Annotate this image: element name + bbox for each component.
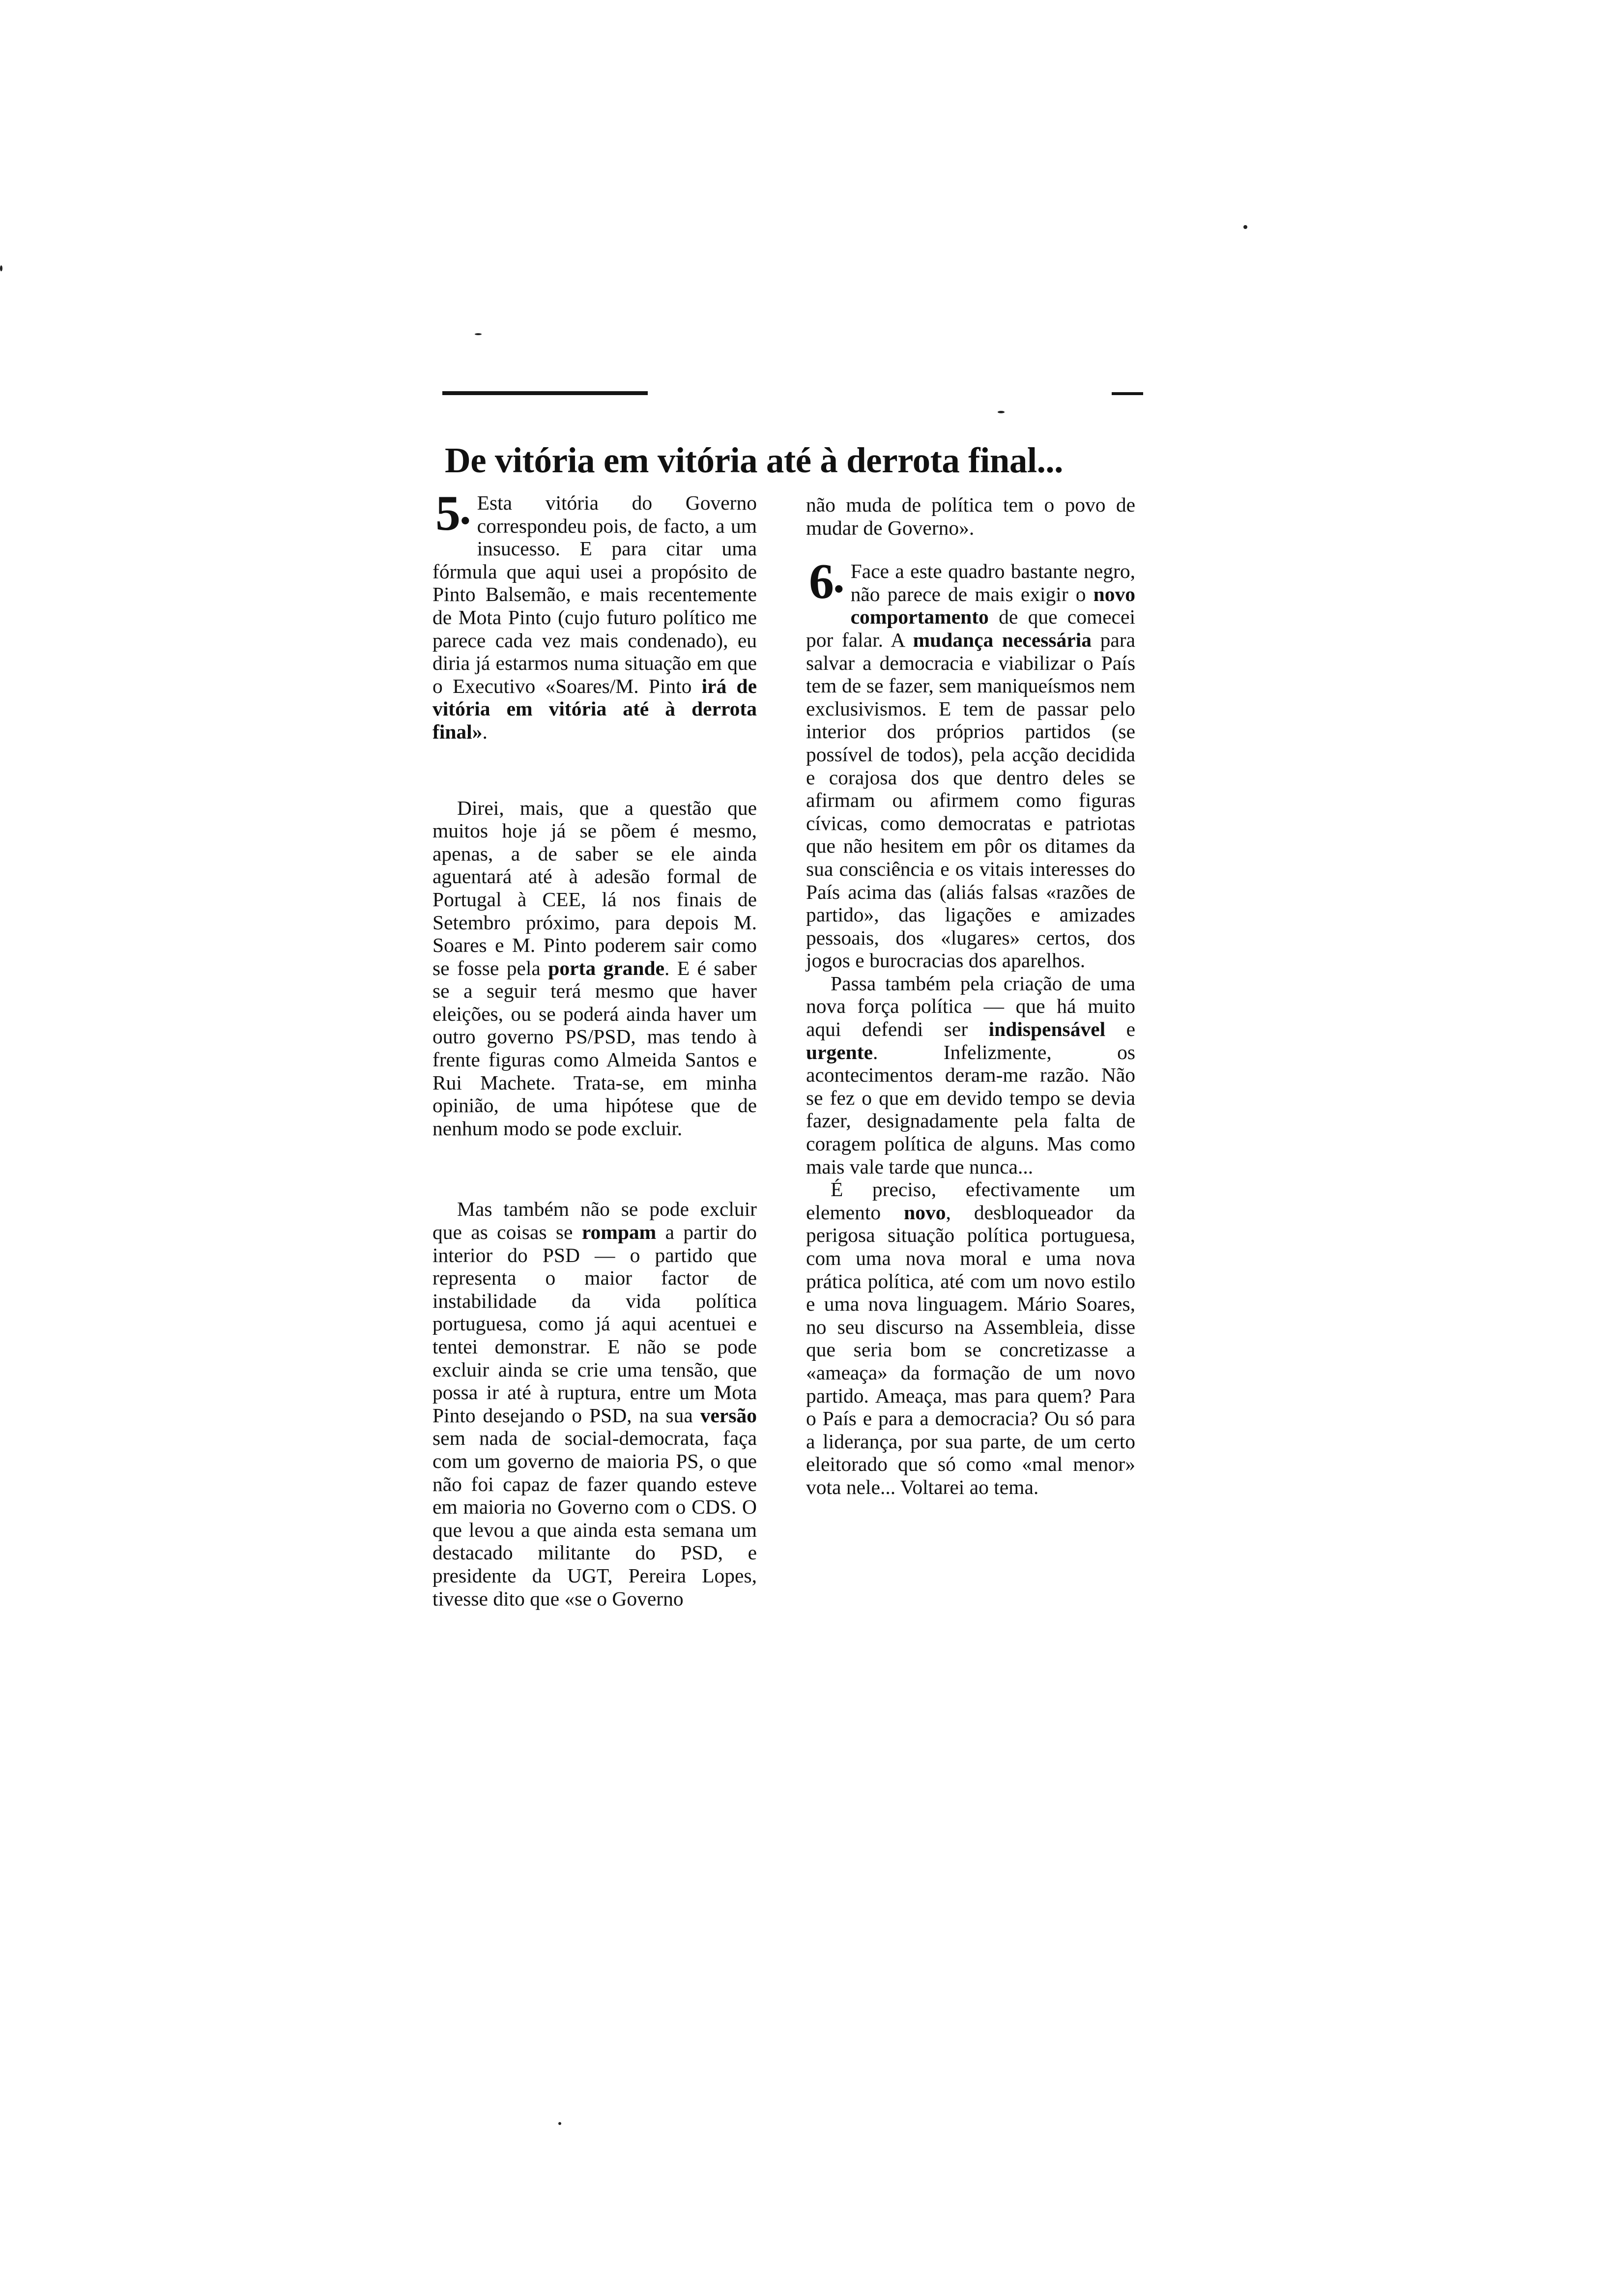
paper-speck (998, 411, 1005, 413)
section-6-paragraph-1: 6• Face a este quadro bastante negro, não parece de mais exigir o novo comportamento de que comecei por falar. A mudança necessária para salvar a democracia e viabilizar o País tem de se fazer, sem maniqueísmos nem exclusivismos. E tem de passar pelo interior dos próprios partidos (se possível de todos), pela acção decidida e corajosa dos que dentro deles se afirmam ou afirmem como figuras cívicas, como democratas e patriotas que não hesitem em pôr os ditames da sua consciência e os vitais interesses do País acima das (aliás falsas «razões de partido», das ligações e amizades pessoais, dos «lugares» certos, dos jogos e burocracias dos aparelhos. (806, 554, 1136, 972)
section-6-paragraph-2: Passa também pela criação de uma nova força política — que há muito aqui defendi ser indispensável e urgente. Infelizmente, os acontecimentos deram-me razão. Não se fez o que em devido tempo se devia fazer, designadamente pela falta de coragem política de alguns. Mas como mais vale tarde que nunca... (806, 972, 1136, 1178)
paper-speck (558, 2122, 561, 2125)
section-5-paragraph-2: Direi, mais, que a questão que muitos hoje já se põem é mesmo, apenas, a de saber se ele ainda aguentará até à adesão formal de Portugal à CEE, lá nos finais de Setembro próximo, para depois M. Soares e M. Pinto poderem sair como se fosse pela porta grande. E é saber se a seguir terá mesmo que haver eleições, ou se poderá ainda haver um outro governo PS/PSD, mas tendo à frente figuras como Almeida Santos e Rui Machete. Trata-se, em minha opinião, de uma hipótese que de nenhum modo se pode excluir. (432, 796, 757, 1140)
paper-speck (1243, 225, 1247, 229)
section-5-continuation: não muda de política tem o povo de mudar de Governo». (806, 493, 1135, 539)
section-6-paragraph-3: É preciso, efectivamente um elemento novo, desbloqueador da perigosa situação política portuguesa, com uma nova moral e uma nova prática política, até com um novo estilo e uma nova linguagem. Mário Soares, no seu discurso na Assembleia, disse que seria bom se concretizasse a «ameaça» da formação de um novo partido. Ameaça, mas para quem? Para o País e para a democracia? Ou só para a liderança, por sua parte, de um certo eleitorado que só como «mal menor» vota nele... Voltarei ao tema. (806, 1178, 1135, 1498)
section-5-paragraph-3: Mas também não se pode excluir que as coisas se rompam a partir do interior do PSD — o partido que representa o maior factor de instabilidade da vida política portuguesa, como já aqui acentuei e tentei demonstrar. E não se pode excluir ainda se crie uma tensão, que possa ir até à ruptura, entre um Mota Pinto desejando o PSD, na sua versão sem nada de social-democrata, faça com um governo de maioria PS, o que não foi capaz de fazer quando esteve em maioria no Governo com o CDS. O que levou a que ainda esta semana um destacado militante do PSD, e presidente da UGT, Pereira Lopes, tivesse dito que «se o Governo (432, 1198, 757, 1610)
paper-speck (475, 333, 482, 335)
section-number-6: 6• (809, 554, 844, 610)
paper-speck (0, 265, 2, 271)
article-headline: De vitória em vitória até à derrota final... (445, 440, 1063, 480)
headline-rule-left (442, 391, 648, 395)
section-number-5: 5• (435, 486, 470, 541)
article-column-right (806, 493, 1135, 1499)
headline-rule-right (1112, 392, 1143, 395)
section-5-paragraph-1: 5• Esta vitória do Governo correspondeu pois, de facto, a um insucesso. E para citar uma fórmula que aqui usei a propósito de Pinto Balsemão, e mais recentemente de Mota Pinto (cujo futuro político me parece cada vez mais condenado), eu diria já estarmos numa situação em que o Executivo «Soares/M. Pinto irá de vitória em vitória até à derrota final». (432, 486, 757, 743)
article-column-left (432, 486, 757, 1610)
